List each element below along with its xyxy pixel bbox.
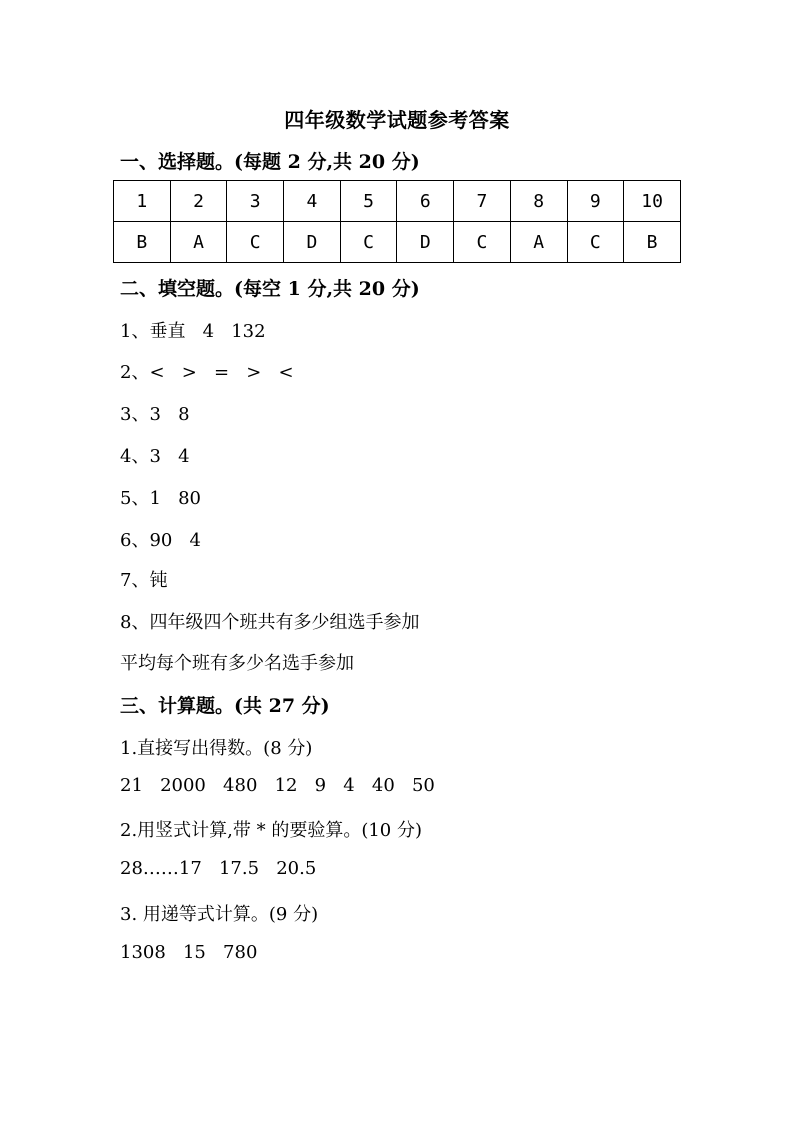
calc-answer-3: 1308 15 780: [120, 942, 258, 963]
fill-answer-6: 6、90 4: [120, 530, 201, 551]
section-1-heading: 一、选择题。(每题 2 分,共 20 分): [120, 151, 420, 173]
question-number-cell: 5: [340, 181, 397, 222]
document-title: 四年级数学试题参考答案: [284, 108, 510, 132]
choice-answer-table: [113, 180, 681, 263]
question-number-cell: 10: [624, 181, 681, 222]
fill-answer-3: 3、3 8: [120, 404, 190, 425]
question-number-cell: 1: [114, 181, 171, 222]
answer-letter-cell: C: [567, 222, 624, 263]
calc-answer-2: 28……17 17.5 20.5: [120, 858, 317, 879]
question-number-cell: 9: [567, 181, 624, 222]
fill-answer-5: 5、1 80: [120, 488, 201, 509]
answer-letter-cell: D: [284, 222, 341, 263]
fill-answer-7: 7、钝: [120, 570, 168, 591]
answer-letter-cell: B: [624, 222, 681, 263]
calc-subheading-3: 3. 用递等式计算。(9 分): [120, 904, 319, 925]
answer-letter-cell: A: [510, 222, 567, 263]
section-2-heading: 二、填空题。(每空 1 分,共 20 分): [120, 278, 420, 300]
answer-letter-cell: C: [340, 222, 397, 263]
question-number-cell: 2: [170, 181, 227, 222]
question-number-cell: 6: [397, 181, 454, 222]
calc-answer-1: 21 2000 480 12 9 4 40 50: [120, 775, 435, 796]
fill-answer-8-continued: 平均每个班有多少名选手参加: [120, 653, 354, 674]
answer-letter-cell: A: [170, 222, 227, 263]
calc-subheading-2: 2.用竖式计算,带 * 的要验算。(10 分): [120, 820, 423, 841]
answer-letter-row: [114, 222, 681, 263]
question-number-row: [114, 181, 681, 222]
question-number-cell: 3: [227, 181, 284, 222]
calc-subheading-1: 1.直接写出得数。(8 分): [120, 738, 313, 759]
fill-answer-2: 2、< > = > <: [120, 362, 294, 383]
question-number-cell: 4: [284, 181, 341, 222]
answer-letter-cell: C: [454, 222, 511, 263]
section-3-heading: 三、计算题。(共 27 分): [120, 695, 330, 717]
question-number-cell: 7: [454, 181, 511, 222]
fill-answer-8: 8、四年级四个班共有多少组选手参加: [120, 612, 420, 633]
fill-answer-1: 1、垂直 4 132: [120, 321, 266, 342]
fill-answer-4: 4、3 4: [120, 446, 190, 467]
answer-letter-cell: B: [114, 222, 171, 263]
question-number-cell: 8: [510, 181, 567, 222]
answer-letter-cell: D: [397, 222, 454, 263]
answer-letter-cell: C: [227, 222, 284, 263]
